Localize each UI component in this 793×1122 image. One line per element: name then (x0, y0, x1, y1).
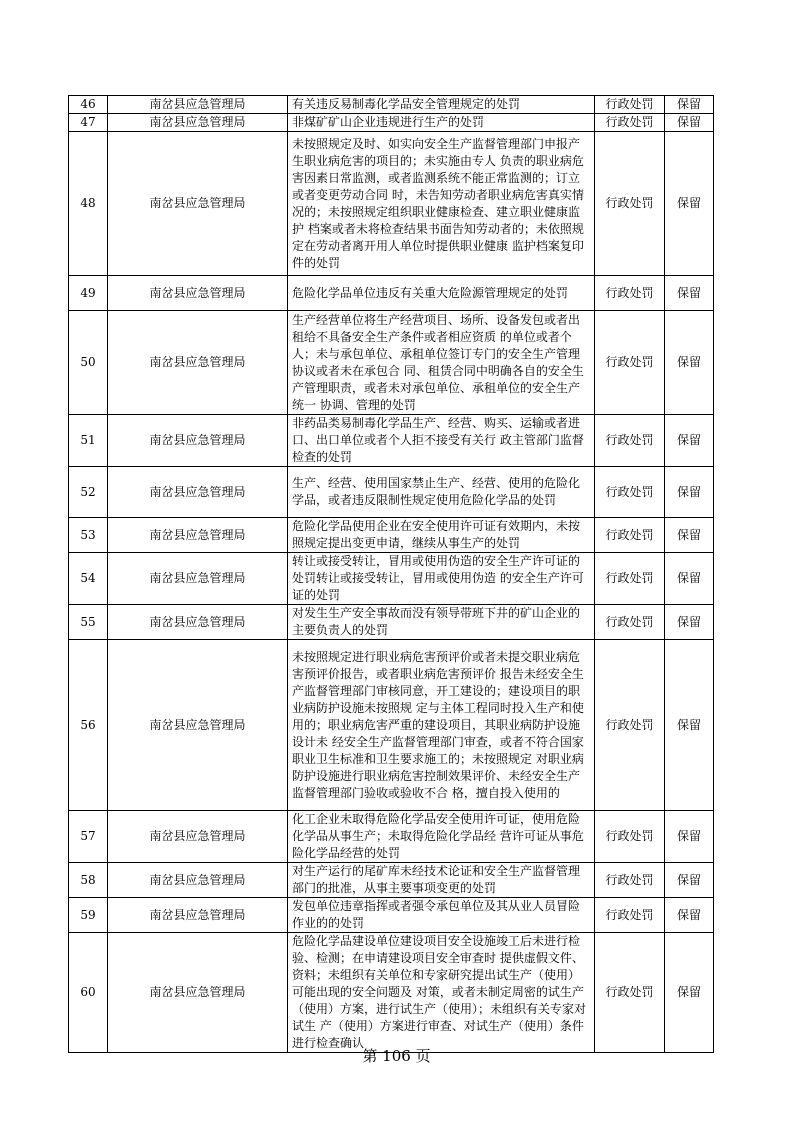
row-number: 49 (69, 276, 108, 311)
item-cell: 生产经营单位将生产经营项目、场所、设备发包或者出租给不具备安全生产条件或者相应资质 的单位或者个人；未与承包单位、承租单位签订专门的安全生产管理协议或者未在承包合 同、租赁合同中明确各自的安全生产管理职责，或者未对承包单位、承租单位的安全生产统一 协调、管理的处罚 (288, 311, 595, 415)
department-cell: 南岔县应急管理局 (108, 96, 288, 114)
type-cell: 行政处罚 (595, 933, 665, 1053)
table-row (69, 640, 714, 811)
type-cell: 行政处罚 (595, 311, 665, 415)
department-cell: 南岔县应急管理局 (108, 276, 288, 311)
row-number: 60 (69, 933, 108, 1053)
status-cell: 保留 (665, 640, 714, 811)
page-footer: 第 106 页 (362, 1047, 431, 1065)
department-cell: 南岔县应急管理局 (108, 933, 288, 1053)
type-cell: 行政处罚 (595, 605, 665, 640)
status-cell: 保留 (665, 933, 714, 1053)
item-cell: 危险化学品单位违反有关重大危险源管理规定的处罚 (288, 276, 595, 311)
table-row (69, 276, 714, 311)
item-cell: 转让或接受转让，冒用或使用伪造的安全生产许可证的处罚转让或接受转让，冒用或使用伪造 的安全生产许可证的处罚 (288, 553, 595, 605)
row-number: 55 (69, 605, 108, 640)
row-number: 47 (69, 114, 108, 132)
department-cell: 南岔县应急管理局 (108, 811, 288, 863)
item-cell: 危险化学品使用企业在安全使用许可证有效期内，未按照规定提出变更申请，继续从事生产的处罚 (288, 518, 595, 553)
status-cell: 保留 (665, 898, 714, 933)
row-number: 56 (69, 640, 108, 811)
table-row (69, 311, 714, 415)
table-row (69, 96, 714, 114)
table-body (69, 96, 714, 1053)
department-cell: 南岔县应急管理局 (108, 863, 288, 898)
type-cell: 行政处罚 (595, 898, 665, 933)
row-number: 46 (69, 96, 108, 114)
status-cell: 保留 (665, 132, 714, 276)
enforcement-table (68, 95, 714, 1053)
type-cell: 行政处罚 (595, 114, 665, 132)
status-cell: 保留 (665, 467, 714, 518)
item-cell: 化工企业未取得危险化学品安全使用许可证，使用危险化学品从事生产；未取得危险化学品经 营许可证从事危险化学品经营的处罚 (288, 811, 595, 863)
status-cell: 保留 (665, 415, 714, 467)
item-cell: 未按照规定及时、如实向安全生产监督管理部门申报产生职业病危害的项目的；未实施由专人 负责的职业病危害因素日常监测，或者监测系统不能正常监测的；订立或者变更劳动合同 时，未告知劳动者职业病危害真实情况的；未按照规定组织职业健康检查、建立职业健康监护 档案或者未将检查结果书面告知劳动者的；未依照规定在劳动者离开用人单位时提供职业健康 监护档案复印件的处罚 (288, 132, 595, 276)
table-row (69, 114, 714, 132)
item-cell: 对发生生产安全事故而没有领导带班下井的矿山企业的主要负责人的处罚 (288, 605, 595, 640)
type-cell: 行政处罚 (595, 863, 665, 898)
table-row (69, 132, 714, 276)
type-cell: 行政处罚 (595, 276, 665, 311)
table-row (69, 811, 714, 863)
department-cell: 南岔县应急管理局 (108, 553, 288, 605)
status-cell: 保留 (665, 863, 714, 898)
item-cell: 生产、经营、使用国家禁止生产、经营、使用的危险化学品，或者违反限制性规定使用危险化学品的处罚 (288, 467, 595, 518)
row-number: 53 (69, 518, 108, 553)
table-row (69, 605, 714, 640)
department-cell: 南岔县应急管理局 (108, 605, 288, 640)
table-row (69, 467, 714, 518)
table-row (69, 898, 714, 933)
item-cell: 非煤矿矿山企业违规进行生产的处罚 (288, 114, 595, 132)
row-number: 48 (69, 132, 108, 276)
department-cell: 南岔县应急管理局 (108, 114, 288, 132)
type-cell: 行政处罚 (595, 415, 665, 467)
department-cell: 南岔县应急管理局 (108, 132, 288, 276)
item-cell: 对生产运行的尾矿库未经技术论证和安全生产监督管理部门的批准，从事主要事项变更的处罚 (288, 863, 595, 898)
row-number: 52 (69, 467, 108, 518)
status-cell: 保留 (665, 114, 714, 132)
type-cell: 行政处罚 (595, 518, 665, 553)
status-cell: 保留 (665, 518, 714, 553)
type-cell: 行政处罚 (595, 132, 665, 276)
row-number: 58 (69, 863, 108, 898)
item-cell: 未按照规定进行职业病危害预评价或者未提交职业病危害预评价报告，或者职业病危害预评价 报告未经安全生产监督管理部门审核同意，开工建设的；建设项目的职业病防护设施未按照规 定与主体工程同时投入生产和使用的；职业病危害严重的建设项目，其职业病防护设施设计未 经安全生产监督管理部门审查，或者不符合国家职业卫生标准和卫生要求施工的；未按照规定 对职业病防护设施进行职业病危害控制效果评价、未经安全生产监督管理部门验收或验收不合 格，擅自投入使用的 (288, 640, 595, 811)
type-cell: 行政处罚 (595, 640, 665, 811)
status-cell: 保留 (665, 311, 714, 415)
item-cell: 危险化学品建设单位建设项目安全设施竣工后未进行检验、检测；在申请建设项目安全审查时 提供虚假文件、资料；未组织有关单位和专家研究提出试生产（使用）可能出现的安全问题及 对策，或者未制定周密的试生产（使用）方案，进行试生产（使用）；未组织有关专家对试生 产（使用）方案进行审查、对试生产（使用）条件进行检查确认 (288, 933, 595, 1053)
type-cell: 行政处罚 (595, 811, 665, 863)
table-row (69, 415, 714, 467)
row-number: 54 (69, 553, 108, 605)
department-cell: 南岔县应急管理局 (108, 898, 288, 933)
department-cell: 南岔县应急管理局 (108, 467, 288, 518)
item-cell: 发包单位违章指挥或者强令承包单位及其从业人员冒险作业的的处罚 (288, 898, 595, 933)
department-cell: 南岔县应急管理局 (108, 311, 288, 415)
table-row (69, 518, 714, 553)
status-cell: 保留 (665, 811, 714, 863)
row-number: 59 (69, 898, 108, 933)
department-cell: 南岔县应急管理局 (108, 518, 288, 553)
type-cell: 行政处罚 (595, 467, 665, 518)
status-cell: 保留 (665, 276, 714, 311)
row-number: 57 (69, 811, 108, 863)
status-cell: 保留 (665, 605, 714, 640)
table-row (69, 863, 714, 898)
item-cell: 非药品类易制毒化学品生产、经营、购买、运输或者进口、出口单位或者个人拒不接受有关行 政主管部门监督检查的处罚 (288, 415, 595, 467)
table-row (69, 553, 714, 605)
department-cell: 南岔县应急管理局 (108, 640, 288, 811)
type-cell: 行政处罚 (595, 96, 665, 114)
status-cell: 保留 (665, 96, 714, 114)
department-cell: 南岔县应急管理局 (108, 415, 288, 467)
row-number: 50 (69, 311, 108, 415)
row-number: 51 (69, 415, 108, 467)
status-cell: 保留 (665, 553, 714, 605)
type-cell: 行政处罚 (595, 553, 665, 605)
item-cell: 有关违反易制毒化学品安全管理规定的处罚 (288, 96, 595, 114)
table-row (69, 933, 714, 1053)
